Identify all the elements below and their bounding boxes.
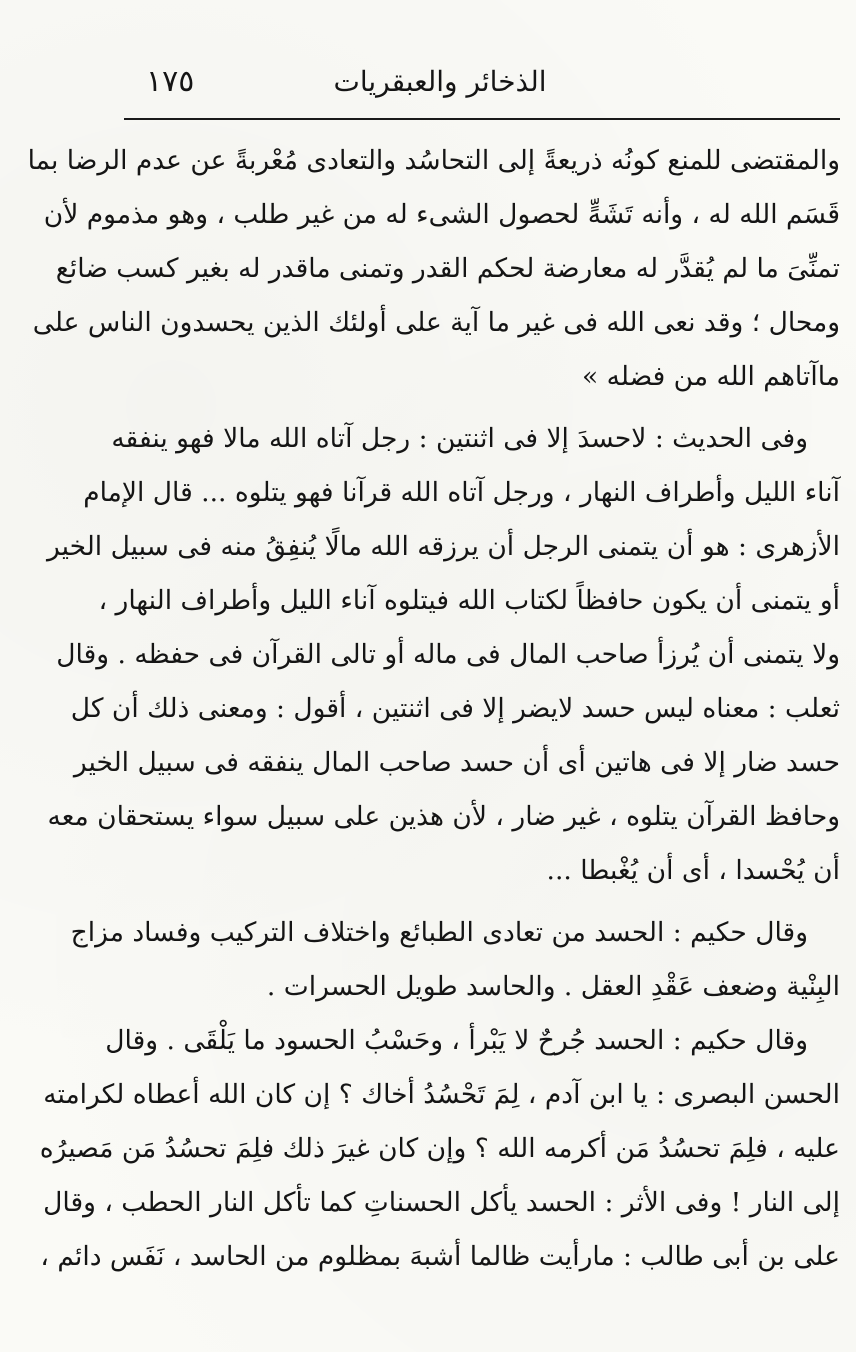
text-line: ماآتاهم الله من فضله » (581, 361, 840, 392)
header-rule (124, 118, 840, 120)
text-line: وقال حكيم : الحسد من تعادى الطبائع واختلاف التركيب وفساد مزاج (70, 917, 808, 948)
text-line: الأزهرى : هو أن يتمنى الرجل أن يرزقه الله مالًا يُنفِقُ منه فى سبيل الخير (47, 531, 840, 562)
text-line: حسد ضار إلا فى هاتين أى أن حسد صاحب المال ينفقه فى سبيل الخير (73, 747, 840, 778)
body-text (27, 134, 840, 1284)
text-line: إلى النار ! وفى الأثر : الحسد يأكل الحسناتِ كما تأكل النار الحطب ، وقال (43, 1187, 840, 1218)
text-line: عليه ، فلِمَ تحسُدُ مَن أكرمه الله ؟ وإن كان غيرَ ذلك فلِمَ تحسُدُ مَن مَصيرُه (39, 1133, 840, 1164)
text-line: على بن أبى طالب : مارأيت ظالما أشبهَ بمظلوم من الحاسد ، نَفَس دائم ، (40, 1241, 840, 1272)
paragraph-gap (128, 898, 840, 906)
text-line: والمقتضى للمنع كونُه ذريعةً إلى التحاسُد والتعادى مُعْربةً عن عدم الرضا بما (27, 145, 840, 176)
text-line: أن يُحْسدا ، أى أن يُغْبطا ... (546, 855, 840, 886)
text-line: الحسن البصرى : يا ابن آدم ، لِمَ تَحْسُدُ أخاك ؟ إن كان الله أعطاه لكرامته (43, 1079, 840, 1110)
running-title: الذخائر والعبقريات (333, 65, 547, 98)
text-line: ومحال ؛ وقد نعى الله فى غير ما آية على أولئك الذين يحسدون الناس على (32, 307, 840, 338)
text-line: البِنْية وضعف عَقْدِ العقل . والحاسد طويل الحسرات . (266, 971, 840, 1002)
text-line: وفى الحديث : لاحسدَ إلا فى اثنتين : رجل آتاه الله مالا فهو ينفقه (111, 423, 808, 454)
text-line: وحافظ القرآن يتلوه ، غير ضار ، لأن هذين على سبيل سواء يستحقان معه (47, 801, 840, 832)
text-line: وقال حكيم : الحسد جُرحٌ لا يَبْرأ ، وحَسْبُ الحسود ما يَلْقَى . وقال (105, 1025, 808, 1056)
text-line: تمنِّىَ ما لم يُقدَّر له معارضة لحكم القدر وتمنى ماقدر له بغير كسب ضائع (55, 253, 840, 284)
text-line: آناء الليل وأطراف النهار ، ورجل آتاه الله قرآنا فهو يتلوه ... قال الإمام (83, 477, 840, 508)
text-line: ولا يتمنى أن يُرزأ صاحب المال فى ماله أو تالى القرآن فى حفظه . وقال (56, 639, 840, 670)
text-line: قَسَم الله له ، وأنه تَشَهٍّ لحصول الشىء له من غير طلب ، وهو مذموم لأن (43, 199, 840, 230)
text-line: ثعلب : معناه ليس حسد لايضر إلا فى اثنتين ، أقول : ومعنى ذلك أن كل (70, 693, 840, 724)
page-number: ١٧٥ (146, 64, 195, 99)
paragraph-gap (128, 404, 840, 412)
text-line: أو يتمنى أن يكون حافظاً لكتاب الله فيتلوه آناء الليل وأطراف النهار ، (98, 585, 840, 616)
